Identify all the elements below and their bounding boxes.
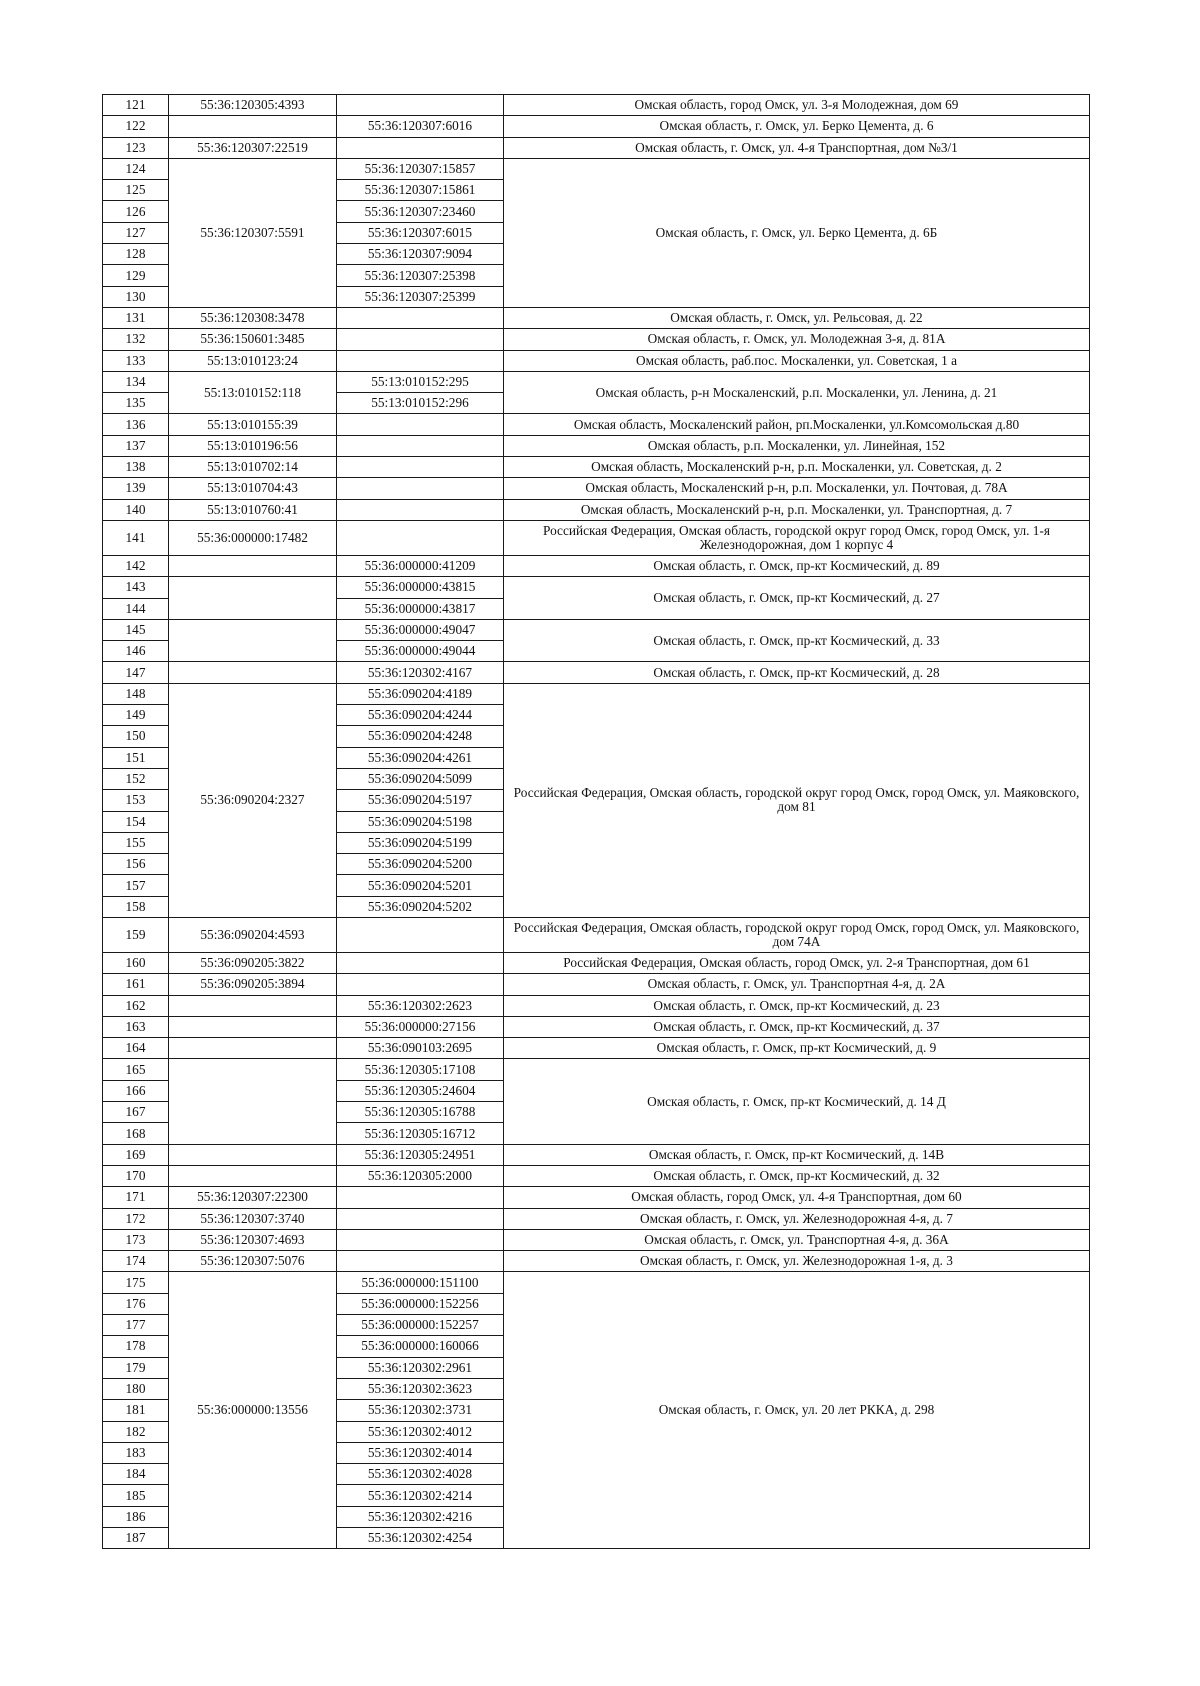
row-number: 187 bbox=[103, 1528, 169, 1549]
main-cadastral-number: 55:36:120307:4693 bbox=[169, 1229, 337, 1250]
main-cadastral-number bbox=[169, 577, 337, 620]
sub-cadastral-number: 55:36:120307:25398 bbox=[337, 265, 504, 286]
address-cell: Омская область, г. Омск, ул. Транспортная 4-я, д. 2А bbox=[504, 974, 1090, 995]
main-cadastral-number: 55:36:090204:4593 bbox=[169, 917, 337, 952]
sub-cadastral-number: 55:36:090204:4248 bbox=[337, 726, 504, 747]
row-number: 180 bbox=[103, 1378, 169, 1399]
row-number: 146 bbox=[103, 641, 169, 662]
main-cadastral-number: 55:13:010760:41 bbox=[169, 499, 337, 520]
row-number: 122 bbox=[103, 116, 169, 137]
sub-cadastral-number bbox=[337, 95, 504, 116]
row-number: 159 bbox=[103, 917, 169, 952]
row-number: 126 bbox=[103, 201, 169, 222]
row-number: 123 bbox=[103, 137, 169, 158]
table-row bbox=[103, 350, 1090, 371]
main-cadastral-number: 55:36:120307:22300 bbox=[169, 1187, 337, 1208]
sub-cadastral-number: 55:36:120302:4254 bbox=[337, 1528, 504, 1549]
table-row bbox=[103, 1251, 1090, 1272]
row-number: 173 bbox=[103, 1229, 169, 1250]
sub-cadastral-number: 55:36:000000:152257 bbox=[337, 1315, 504, 1336]
main-cadastral-number bbox=[169, 1059, 337, 1144]
row-number: 185 bbox=[103, 1485, 169, 1506]
row-number: 177 bbox=[103, 1315, 169, 1336]
main-cadastral-number bbox=[169, 1016, 337, 1037]
sub-cadastral-number: 55:36:120305:2000 bbox=[337, 1165, 504, 1186]
address-cell: Омская область, г. Омск, ул. Железнодорожная 4-я, д. 7 bbox=[504, 1208, 1090, 1229]
address-cell: Омская область, р.п. Москаленки, ул. Линейная, 152 bbox=[504, 435, 1090, 456]
address-cell: Российская Федерация, Омская область, городской округ город Омск, город Омск, ул. Маяковского, дом 81 bbox=[504, 683, 1090, 917]
sub-cadastral-number bbox=[337, 952, 504, 973]
address-cell: Омская область, г. Омск, ул. Берко Цемента, д. 6Б bbox=[504, 158, 1090, 307]
main-cadastral-number bbox=[169, 1038, 337, 1059]
table-row bbox=[103, 116, 1090, 137]
row-number: 161 bbox=[103, 974, 169, 995]
table-row bbox=[103, 520, 1090, 555]
address-cell: Омская область, г. Омск, пр-кт Космический, д. 9 bbox=[504, 1038, 1090, 1059]
sub-cadastral-number: 55:36:000000:43817 bbox=[337, 598, 504, 619]
table-row bbox=[103, 577, 1090, 598]
sub-cadastral-number: 55:36:090103:2695 bbox=[337, 1038, 504, 1059]
table-row bbox=[103, 371, 1090, 392]
row-number: 175 bbox=[103, 1272, 169, 1293]
sub-cadastral-number: 55:36:120302:4216 bbox=[337, 1506, 504, 1527]
row-number: 128 bbox=[103, 244, 169, 265]
table-row bbox=[103, 435, 1090, 456]
main-cadastral-number: 55:13:010196:56 bbox=[169, 435, 337, 456]
address-cell: Омская область, раб.пос. Москаленки, ул. Советская, 1 а bbox=[504, 350, 1090, 371]
sub-cadastral-number bbox=[337, 1229, 504, 1250]
row-number: 158 bbox=[103, 896, 169, 917]
main-cadastral-number bbox=[169, 995, 337, 1016]
row-number: 151 bbox=[103, 747, 169, 768]
table-row bbox=[103, 478, 1090, 499]
address-cell: Омская область, г. Омск, пр-кт Космический, д. 14В bbox=[504, 1144, 1090, 1165]
table-row bbox=[103, 137, 1090, 158]
cadastral-table-body bbox=[103, 95, 1090, 1549]
sub-cadastral-number: 55:36:120302:2623 bbox=[337, 995, 504, 1016]
sub-cadastral-number bbox=[337, 1208, 504, 1229]
table-row bbox=[103, 1229, 1090, 1250]
table-row bbox=[103, 974, 1090, 995]
address-cell: Омская область, г. Омск, ул. 4-я Транспортная, дом №3/1 bbox=[504, 137, 1090, 158]
sub-cadastral-number bbox=[337, 137, 504, 158]
address-cell: Российская Федерация, Омская область, городской округ город Омск, город Омск, ул. 1-я Железнодорожная, дом 1 корпус 4 bbox=[504, 520, 1090, 555]
sub-cadastral-number: 55:36:120307:23460 bbox=[337, 201, 504, 222]
table-row bbox=[103, 1059, 1090, 1080]
sub-cadastral-number: 55:36:090204:4189 bbox=[337, 683, 504, 704]
main-cadastral-number bbox=[169, 116, 337, 137]
address-cell: Омская область, г. Омск, пр-кт Космический, д. 32 bbox=[504, 1165, 1090, 1186]
sub-cadastral-number bbox=[337, 974, 504, 995]
address-cell: Омская область, г. Омск, пр-кт Космический, д. 28 bbox=[504, 662, 1090, 683]
address-cell: Омская область, г. Омск, ул. Транспортная 4-я, д. 36А bbox=[504, 1229, 1090, 1250]
table-row bbox=[103, 1272, 1090, 1293]
address-cell: Омская область, г. Омск, ул. Железнодорожная 1-я, д. 3 bbox=[504, 1251, 1090, 1272]
table-row bbox=[103, 1144, 1090, 1165]
row-number: 127 bbox=[103, 222, 169, 243]
row-number: 145 bbox=[103, 619, 169, 640]
sub-cadastral-number: 55:36:090204:4244 bbox=[337, 705, 504, 726]
sub-cadastral-number bbox=[337, 414, 504, 435]
main-cadastral-number: 55:36:150601:3485 bbox=[169, 329, 337, 350]
sub-cadastral-number: 55:36:120305:16788 bbox=[337, 1102, 504, 1123]
sub-cadastral-number: 55:36:000000:152256 bbox=[337, 1293, 504, 1314]
sub-cadastral-number: 55:36:120305:17108 bbox=[337, 1059, 504, 1080]
main-cadastral-number: 55:36:000000:13556 bbox=[169, 1272, 337, 1549]
row-number: 125 bbox=[103, 180, 169, 201]
row-number: 132 bbox=[103, 329, 169, 350]
main-cadastral-number: 55:36:120307:5076 bbox=[169, 1251, 337, 1272]
sub-cadastral-number: 55:36:090204:5197 bbox=[337, 790, 504, 811]
row-number: 150 bbox=[103, 726, 169, 747]
sub-cadastral-number: 55:36:120302:3623 bbox=[337, 1378, 504, 1399]
main-cadastral-number: 55:36:120305:4393 bbox=[169, 95, 337, 116]
main-cadastral-number bbox=[169, 619, 337, 662]
table-row bbox=[103, 555, 1090, 576]
row-number: 168 bbox=[103, 1123, 169, 1144]
row-number: 131 bbox=[103, 307, 169, 328]
address-cell: Омская область, г. Омск, ул. 20 лет РККА, д. 298 bbox=[504, 1272, 1090, 1549]
address-cell: Омская область, Москаленский р-н, р.п. Москаленки, ул. Почтовая, д. 78А bbox=[504, 478, 1090, 499]
row-number: 171 bbox=[103, 1187, 169, 1208]
address-cell: Омская область, г. Омск, пр-кт Космический, д. 23 bbox=[504, 995, 1090, 1016]
main-cadastral-number: 55:36:000000:17482 bbox=[169, 520, 337, 555]
table-row bbox=[103, 158, 1090, 179]
row-number: 130 bbox=[103, 286, 169, 307]
main-cadastral-number: 55:36:090205:3894 bbox=[169, 974, 337, 995]
main-cadastral-number: 55:36:120307:3740 bbox=[169, 1208, 337, 1229]
sub-cadastral-number: 55:36:120307:6016 bbox=[337, 116, 504, 137]
address-cell: Омская область, Москаленский район, рп.Москаленки, ул.Комсомольская д.80 bbox=[504, 414, 1090, 435]
sub-cadastral-number: 55:36:000000:49047 bbox=[337, 619, 504, 640]
row-number: 176 bbox=[103, 1293, 169, 1314]
row-number: 170 bbox=[103, 1165, 169, 1186]
row-number: 157 bbox=[103, 875, 169, 896]
address-cell: Омская область, г. Омск, пр-кт Космический, д. 89 bbox=[504, 555, 1090, 576]
sub-cadastral-number: 55:36:090204:5201 bbox=[337, 875, 504, 896]
main-cadastral-number: 55:13:010123:24 bbox=[169, 350, 337, 371]
sub-cadastral-number bbox=[337, 329, 504, 350]
row-number: 136 bbox=[103, 414, 169, 435]
row-number: 166 bbox=[103, 1080, 169, 1101]
sub-cadastral-number: 55:36:090204:5202 bbox=[337, 896, 504, 917]
sub-cadastral-number: 55:36:090204:5200 bbox=[337, 854, 504, 875]
table-row bbox=[103, 414, 1090, 435]
row-number: 124 bbox=[103, 158, 169, 179]
sub-cadastral-number: 55:36:120302:4014 bbox=[337, 1442, 504, 1463]
sub-cadastral-number bbox=[337, 917, 504, 952]
address-cell: Омская область, г. Омск, пр-кт Космический, д. 33 bbox=[504, 619, 1090, 662]
table-row bbox=[103, 662, 1090, 683]
address-cell: Омская область, г. Омск, ул. Молодежная 3-я, д. 81А bbox=[504, 329, 1090, 350]
address-cell: Российская Федерация, Омская область, городской округ город Омск, город Омск, ул. Маяковского, дом 74А bbox=[504, 917, 1090, 952]
main-cadastral-number: 55:36:090205:3822 bbox=[169, 952, 337, 973]
row-number: 129 bbox=[103, 265, 169, 286]
row-number: 152 bbox=[103, 768, 169, 789]
row-number: 154 bbox=[103, 811, 169, 832]
sub-cadastral-number: 55:36:090204:4261 bbox=[337, 747, 504, 768]
main-cadastral-number: 55:13:010704:43 bbox=[169, 478, 337, 499]
address-cell: Омская область, город Омск, ул. 4-я Транспортная, дом 60 bbox=[504, 1187, 1090, 1208]
row-number: 160 bbox=[103, 952, 169, 973]
main-cadastral-number bbox=[169, 555, 337, 576]
row-number: 135 bbox=[103, 393, 169, 414]
sub-cadastral-number: 55:36:120302:2961 bbox=[337, 1357, 504, 1378]
row-number: 138 bbox=[103, 457, 169, 478]
sub-cadastral-number: 55:36:120302:3731 bbox=[337, 1400, 504, 1421]
address-cell: Омская область, г. Омск, пр-кт Космический, д. 37 bbox=[504, 1016, 1090, 1037]
sub-cadastral-number bbox=[337, 307, 504, 328]
sub-cadastral-number bbox=[337, 499, 504, 520]
main-cadastral-number: 55:13:010155:39 bbox=[169, 414, 337, 435]
row-number: 155 bbox=[103, 832, 169, 853]
sub-cadastral-number: 55:36:120307:25399 bbox=[337, 286, 504, 307]
sub-cadastral-number bbox=[337, 1187, 504, 1208]
row-number: 179 bbox=[103, 1357, 169, 1378]
main-cadastral-number bbox=[169, 1144, 337, 1165]
sub-cadastral-number bbox=[337, 1251, 504, 1272]
row-number: 182 bbox=[103, 1421, 169, 1442]
main-cadastral-number bbox=[169, 1165, 337, 1186]
table-row bbox=[103, 1208, 1090, 1229]
sub-cadastral-number bbox=[337, 478, 504, 499]
table-row bbox=[103, 307, 1090, 328]
row-number: 147 bbox=[103, 662, 169, 683]
row-number: 178 bbox=[103, 1336, 169, 1357]
row-number: 134 bbox=[103, 371, 169, 392]
sub-cadastral-number: 55:36:120302:4214 bbox=[337, 1485, 504, 1506]
sub-cadastral-number: 55:36:120307:9094 bbox=[337, 244, 504, 265]
sub-cadastral-number: 55:13:010152:295 bbox=[337, 371, 504, 392]
table-row bbox=[103, 499, 1090, 520]
address-cell: Омская область, р-н Москаленский, р.п. Москаленки, ул. Ленина, д. 21 bbox=[504, 371, 1090, 414]
row-number: 174 bbox=[103, 1251, 169, 1272]
sub-cadastral-number: 55:36:090204:5198 bbox=[337, 811, 504, 832]
table-row bbox=[103, 1187, 1090, 1208]
address-cell: Омская область, г. Омск, ул. Рельсовая, д. 22 bbox=[504, 307, 1090, 328]
sub-cadastral-number: 55:36:120305:24604 bbox=[337, 1080, 504, 1101]
address-cell: Омская область, г. Омск, ул. Берко Цемента, д. 6 bbox=[504, 116, 1090, 137]
row-number: 141 bbox=[103, 520, 169, 555]
address-cell: Омская область, Москаленский р-н, р.п. Москаленки, ул. Советская, д. 2 bbox=[504, 457, 1090, 478]
row-number: 153 bbox=[103, 790, 169, 811]
sub-cadastral-number: 55:36:120302:4028 bbox=[337, 1464, 504, 1485]
main-cadastral-number: 55:13:010702:14 bbox=[169, 457, 337, 478]
sub-cadastral-number bbox=[337, 350, 504, 371]
address-cell: Российская Федерация, Омская область, город Омск, ул. 2-я Транспортная, дом 61 bbox=[504, 952, 1090, 973]
address-cell: Омская область, Москаленский р-н, р.п. Москаленки, ул. Транспортная, д. 7 bbox=[504, 499, 1090, 520]
sub-cadastral-number: 55:36:000000:43815 bbox=[337, 577, 504, 598]
sub-cadastral-number bbox=[337, 457, 504, 478]
main-cadastral-number: 55:13:010152:118 bbox=[169, 371, 337, 414]
address-cell: Омская область, г. Омск, пр-кт Космический, д. 27 bbox=[504, 577, 1090, 620]
row-number: 156 bbox=[103, 854, 169, 875]
main-cadastral-number: 55:36:120307:22519 bbox=[169, 137, 337, 158]
sub-cadastral-number: 55:36:120302:4012 bbox=[337, 1421, 504, 1442]
sub-cadastral-number bbox=[337, 435, 504, 456]
cadastral-table bbox=[102, 94, 1090, 1549]
table-row bbox=[103, 619, 1090, 640]
row-number: 172 bbox=[103, 1208, 169, 1229]
row-number: 169 bbox=[103, 1144, 169, 1165]
sub-cadastral-number: 55:36:000000:49044 bbox=[337, 641, 504, 662]
row-number: 139 bbox=[103, 478, 169, 499]
sub-cadastral-number: 55:13:010152:296 bbox=[337, 393, 504, 414]
table-row bbox=[103, 995, 1090, 1016]
table-row bbox=[103, 1165, 1090, 1186]
address-cell: Омская область, г. Омск, пр-кт Космический, д. 14 Д bbox=[504, 1059, 1090, 1144]
main-cadastral-number bbox=[169, 662, 337, 683]
row-number: 165 bbox=[103, 1059, 169, 1080]
sub-cadastral-number: 55:36:000000:27156 bbox=[337, 1016, 504, 1037]
row-number: 181 bbox=[103, 1400, 169, 1421]
sub-cadastral-number: 55:36:120305:16712 bbox=[337, 1123, 504, 1144]
row-number: 143 bbox=[103, 577, 169, 598]
row-number: 149 bbox=[103, 705, 169, 726]
sub-cadastral-number: 55:36:120307:15861 bbox=[337, 180, 504, 201]
sub-cadastral-number: 55:36:000000:41209 bbox=[337, 555, 504, 576]
table-row bbox=[103, 683, 1090, 704]
main-cadastral-number: 55:36:090204:2327 bbox=[169, 683, 337, 917]
sub-cadastral-number: 55:36:120307:15857 bbox=[337, 158, 504, 179]
row-number: 133 bbox=[103, 350, 169, 371]
table-row bbox=[103, 95, 1090, 116]
main-cadastral-number: 55:36:120307:5591 bbox=[169, 158, 337, 307]
row-number: 164 bbox=[103, 1038, 169, 1059]
row-number: 140 bbox=[103, 499, 169, 520]
table-row bbox=[103, 457, 1090, 478]
sub-cadastral-number: 55:36:000000:151100 bbox=[337, 1272, 504, 1293]
table-row bbox=[103, 329, 1090, 350]
row-number: 183 bbox=[103, 1442, 169, 1463]
sub-cadastral-number: 55:36:000000:160066 bbox=[337, 1336, 504, 1357]
sub-cadastral-number: 55:36:120302:4167 bbox=[337, 662, 504, 683]
sub-cadastral-number: 55:36:090204:5099 bbox=[337, 768, 504, 789]
table-row bbox=[103, 952, 1090, 973]
address-cell: Омская область, город Омск, ул. 3-я Молодежная, дом 69 bbox=[504, 95, 1090, 116]
row-number: 142 bbox=[103, 555, 169, 576]
sub-cadastral-number: 55:36:090204:5199 bbox=[337, 832, 504, 853]
row-number: 186 bbox=[103, 1506, 169, 1527]
table-row bbox=[103, 917, 1090, 952]
row-number: 144 bbox=[103, 598, 169, 619]
row-number: 148 bbox=[103, 683, 169, 704]
row-number: 162 bbox=[103, 995, 169, 1016]
row-number: 184 bbox=[103, 1464, 169, 1485]
row-number: 121 bbox=[103, 95, 169, 116]
table-row bbox=[103, 1038, 1090, 1059]
sub-cadastral-number: 55:36:120305:24951 bbox=[337, 1144, 504, 1165]
main-cadastral-number: 55:36:120308:3478 bbox=[169, 307, 337, 328]
row-number: 167 bbox=[103, 1102, 169, 1123]
sub-cadastral-number bbox=[337, 520, 504, 555]
table-row bbox=[103, 1016, 1090, 1037]
row-number: 137 bbox=[103, 435, 169, 456]
row-number: 163 bbox=[103, 1016, 169, 1037]
sub-cadastral-number: 55:36:120307:6015 bbox=[337, 222, 504, 243]
